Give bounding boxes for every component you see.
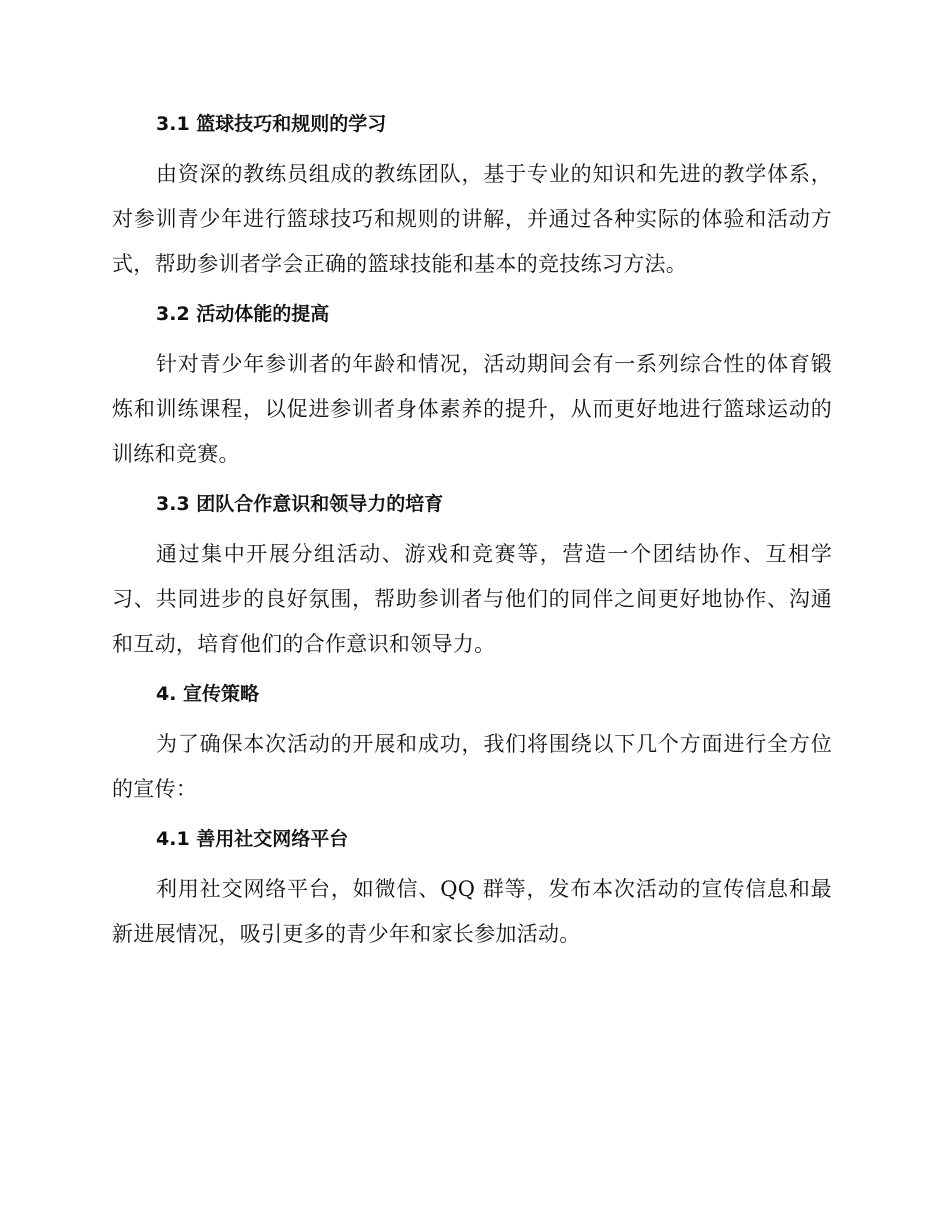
- section-paragraph-3-1: 由资深的教练员组成的教练团队，基于专业的知识和先进的教学体系，对参训青少年进行篮球技巧和规则的讲解，并通过各种实际的体验和活动方式，帮助参训者学会正确的篮球技能和基本的竞技练习方法。: [112, 162, 832, 276]
- section-paragraph-4-1: 利用社交网络平台，如微信、QQ 群等，发布本次活动的宣传信息和最新进展情况，吸引更多的青少年和家长参加活动。: [112, 877, 832, 946]
- section-heading-3-2: 3.2 活动体能的提高: [156, 303, 330, 325]
- section-paragraph-4: 为了确保本次活动的开展和成功，我们将围绕以下几个方面进行全方位的宣传：: [112, 732, 832, 801]
- section-paragraph-3-2: 针对青少年参训者的年龄和情况，活动期间会有一系列综合性的体育锻炼和训练课程，以促进参训者身体素养的提升，从而更好地进行篮球运动的训练和竞赛。: [112, 352, 832, 466]
- section-heading-3-3: 3.3 团队合作意识和领导力的培育: [156, 493, 444, 515]
- document-body: [112, 108, 832, 968]
- section-heading-3-1: 3.1 篮球技巧和规则的学习: [156, 113, 387, 135]
- section-heading-4-1: 4.1 善用社交网络平台: [156, 828, 349, 850]
- section-paragraph-3-3: 通过集中开展分组活动、游戏和竞赛等，营造一个团结协作、互相学习、共同进步的良好氛围，帮助参训者与他们的同伴之间更好地协作、沟通和互动，培育他们的合作意识和领导力。: [112, 542, 832, 656]
- section-heading-4: 4. 宣传策略: [156, 683, 260, 705]
